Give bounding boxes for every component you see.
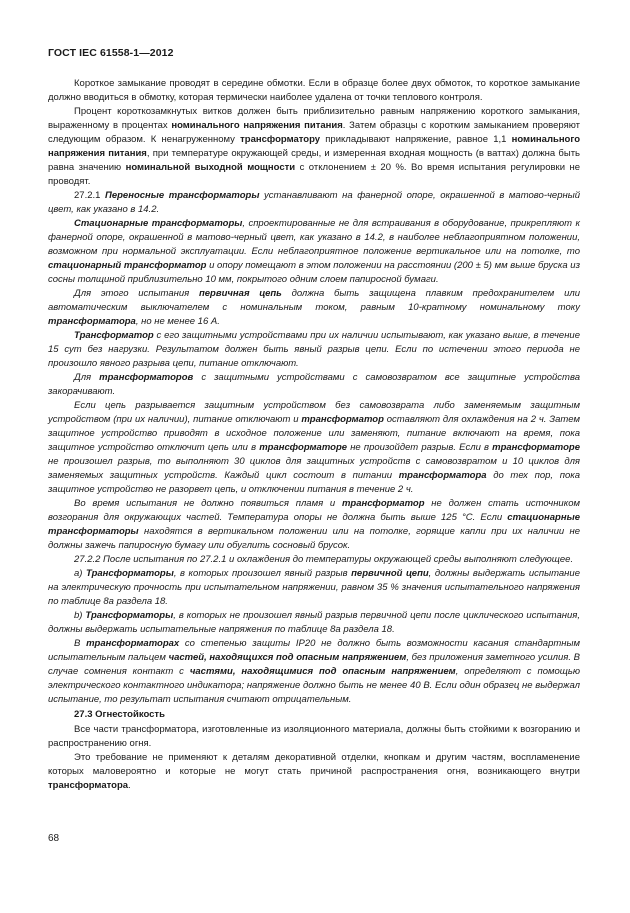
text-run: , в которых произошел явный разрыв: [173, 568, 352, 579]
text-run: Короткое замыкание проводят в середине обмотки. Если в образце более двух обмоток, то короткое замыкание должно вводиться в обмотку, которая термически наиболее удалена от точки теплового контроля.: [48, 78, 580, 103]
bold-term: стационарные трансформаторы: [48, 512, 580, 537]
paragraph: [48, 77, 580, 105]
paragraph: [48, 723, 580, 751]
text-run: и опору помещают в этом положении на расстоянии (200 ± 5) мм выше бруска из сосны толщиной приблизительно 10 мм, покрытого одним слоем папиросной бумаги.: [48, 260, 580, 285]
bold-term: Трансформатор: [74, 330, 154, 341]
paragraph: [48, 105, 580, 189]
paragraph: [48, 553, 580, 567]
text-run: Если цепь разрывается защитным устройством без самовозврата либо заменяемым защитным устройством (при их наличии), питание отключают и: [48, 400, 580, 425]
bold-term: трансформатора: [398, 470, 487, 481]
page-number: 68: [48, 833, 60, 844]
text-run: не произойдет разрыв. Если в: [347, 442, 493, 453]
bold-term: Трансформаторы: [86, 568, 174, 579]
text-run: со степенью защиты IP20 не должно быть возможности касания стандартным испытательным пальцем: [48, 638, 580, 663]
bold-term: трансформатора: [48, 780, 129, 791]
bold-term: частей, находящихся под опасным напряжением: [168, 652, 407, 663]
bold-term: Трансформаторы: [85, 610, 174, 621]
bold-term: трансформаторе: [492, 442, 580, 453]
text-run: Все части трансформатора, изготовленные из изоляционного материала, должны быть стойкими к возгоранию и распространению огня.: [48, 724, 580, 749]
paragraph: [48, 751, 580, 793]
document-body: [48, 77, 580, 793]
text-run: находятся в вертикальном положении или на потолке, горящие капли при их наличии не должны зажечь папиросную бумагу или обуглить сосновый брусок.: [48, 526, 580, 551]
section-heading: [48, 708, 580, 722]
paragraph: [48, 567, 580, 609]
bold-term: трансформатора: [48, 316, 136, 327]
bold-term: трансформатору: [240, 134, 321, 145]
text-run: В: [74, 638, 87, 649]
text-run: Для: [74, 372, 100, 383]
text-run: устанавливают на фанерной опоре, окрашенной в матово-черный цвет, как указано в 14.2.: [48, 190, 580, 215]
text-run: , без приложения заметного усилия. В случае сомнения контакт с: [48, 652, 581, 677]
text-run: не должен стать источником возгорания для окружающих частей. Температура опоры не должна быть выше 125 °С. Если: [48, 498, 580, 523]
bold-term: номинального напряжения питания: [48, 134, 580, 159]
bold-term: частями, находящимися под опасным напряжением: [189, 666, 456, 677]
bold-term: стационарный трансформатор: [48, 260, 207, 271]
bold-term: первичная цепь: [198, 288, 282, 299]
paragraph: [48, 287, 580, 329]
text-run: 27.3 Огнестойкость: [74, 709, 165, 720]
text-run: , в которых не произошел явный разрыв первичной цепи после циклического испытания, должны выдержать испытательные напряжения по таблице 8а раздела 18.: [48, 610, 580, 635]
text-run: . Затем образцы с коротким замыканием проверяют следующим образом. К ненагруженному: [48, 120, 580, 145]
standard-code-header: ГОСТ IEC 61558-1—2012: [48, 47, 174, 59]
text-run: , но не менее 16 А.: [135, 316, 220, 327]
paragraph: [48, 189, 580, 217]
text-run: .: [128, 780, 131, 791]
bold-term: номинального напряжения питания: [171, 120, 343, 131]
bold-term: трансформаторов: [99, 372, 194, 383]
text-run: а): [74, 568, 87, 579]
bold-term: трансформатор: [341, 498, 425, 509]
text-run: , должны выдержать испытание на электрическую прочность при испытательном напряжении, равном 35 % значения испытательного напряжения по таблице 8а раздела 18.: [48, 568, 580, 607]
paragraph: [48, 637, 580, 707]
text-run: 27.2.2 После испытания по 27.2.1 и охлаждения до температуры окружающей среды выполняют следующее.: [74, 554, 574, 565]
paragraph: [48, 399, 580, 497]
bold-term: трансформаторе: [259, 442, 348, 453]
text-run: 27.2.1: [74, 190, 106, 201]
text-run: не произошел разрыв, то выполняют 30 циклов для защитных устройств с самовозвратом и 10 циклов для заменяемых защитных устройств. Каждый цикл состоит в питании: [48, 456, 580, 481]
text-run: до тех пор, пока защитное устройство не разорвет цепь, и отключении питания в течение 2 ч.: [48, 470, 580, 495]
text-run: с защитными устройствами с самовозвратом все защитные устройства закорачивают.: [48, 372, 580, 397]
text-run: , при температуре окружающей среды, и измеренная входная мощность (в ваттах) должна быть равна значению: [48, 148, 580, 173]
text-run: Это требование не применяют к деталям декоративной отделки, кнопкам и другим частям, воспламенение которых маловероятно и которые не могут стать причиной распространения огня, возникающего внутри: [48, 752, 580, 777]
paragraph: [48, 371, 580, 399]
bold-term: первичной цепи: [351, 568, 429, 579]
paragraph: [48, 497, 580, 553]
bold-term: трансформаторах: [86, 638, 180, 649]
text-run: Процент короткозамкнутых витков должен быть приблизительно равным напряжению короткого замыкания, выраженному в процентах: [48, 106, 580, 131]
text-run: b): [74, 610, 86, 621]
text-run: прикладывают напряжение, равное 1,1: [320, 134, 512, 145]
text-run: Для этого испытания: [74, 288, 199, 299]
bold-term: Переносные трансформаторы: [105, 190, 260, 201]
paragraph: [48, 329, 580, 371]
text-run: должна быть защищена плавким предохранителем или автоматическим выключателем с номинальным током, равным 10-кратному номинальному току: [48, 288, 580, 313]
text-run: , спроектированные не для встраивания в оборудование, прикрепляют к фанерной опоре, окрашенной в матово-черный цвет, как указано в 14.2, в наиболее неблагоприятном положении, возможном при нормальной эксплуатации. Если неблагоприятное положение вертикальное или на потолке, то: [48, 218, 580, 257]
text-run: с его защитными устройствами при их наличии испытывают, как указано выше, в течение 15 сут без нагрузки. Результатом должен быть явный разрыв цепи. Если по истечении этого периода не произошло явного разрыва цепи, питание отключают.: [48, 330, 580, 369]
text-run: Во время испытания не должно появиться пламя и: [74, 498, 342, 509]
bold-term: Стационарные трансформаторы: [74, 218, 243, 229]
text-run: с отклонением ± 20 %. Во время испытания регулировки не проводят.: [48, 162, 580, 187]
bold-term: трансформатор: [301, 414, 384, 425]
paragraph: [48, 609, 580, 637]
paragraph: [48, 217, 580, 287]
text-run: оставляют для охлаждения на 2 ч. Затем защитное устройство приводят в исходное положение или заменяют, питание включают на время, пока защитное устройство отключит цепь или в: [48, 414, 580, 453]
bold-term: номинальной выходной мощности: [125, 162, 296, 173]
text-run: , определяют с помощью электрического контактного индикатора; напряжение должно быть не менее 40 В. Если один образец не выдержал испытание, то результат испытания считают отрицательным.: [48, 666, 580, 705]
